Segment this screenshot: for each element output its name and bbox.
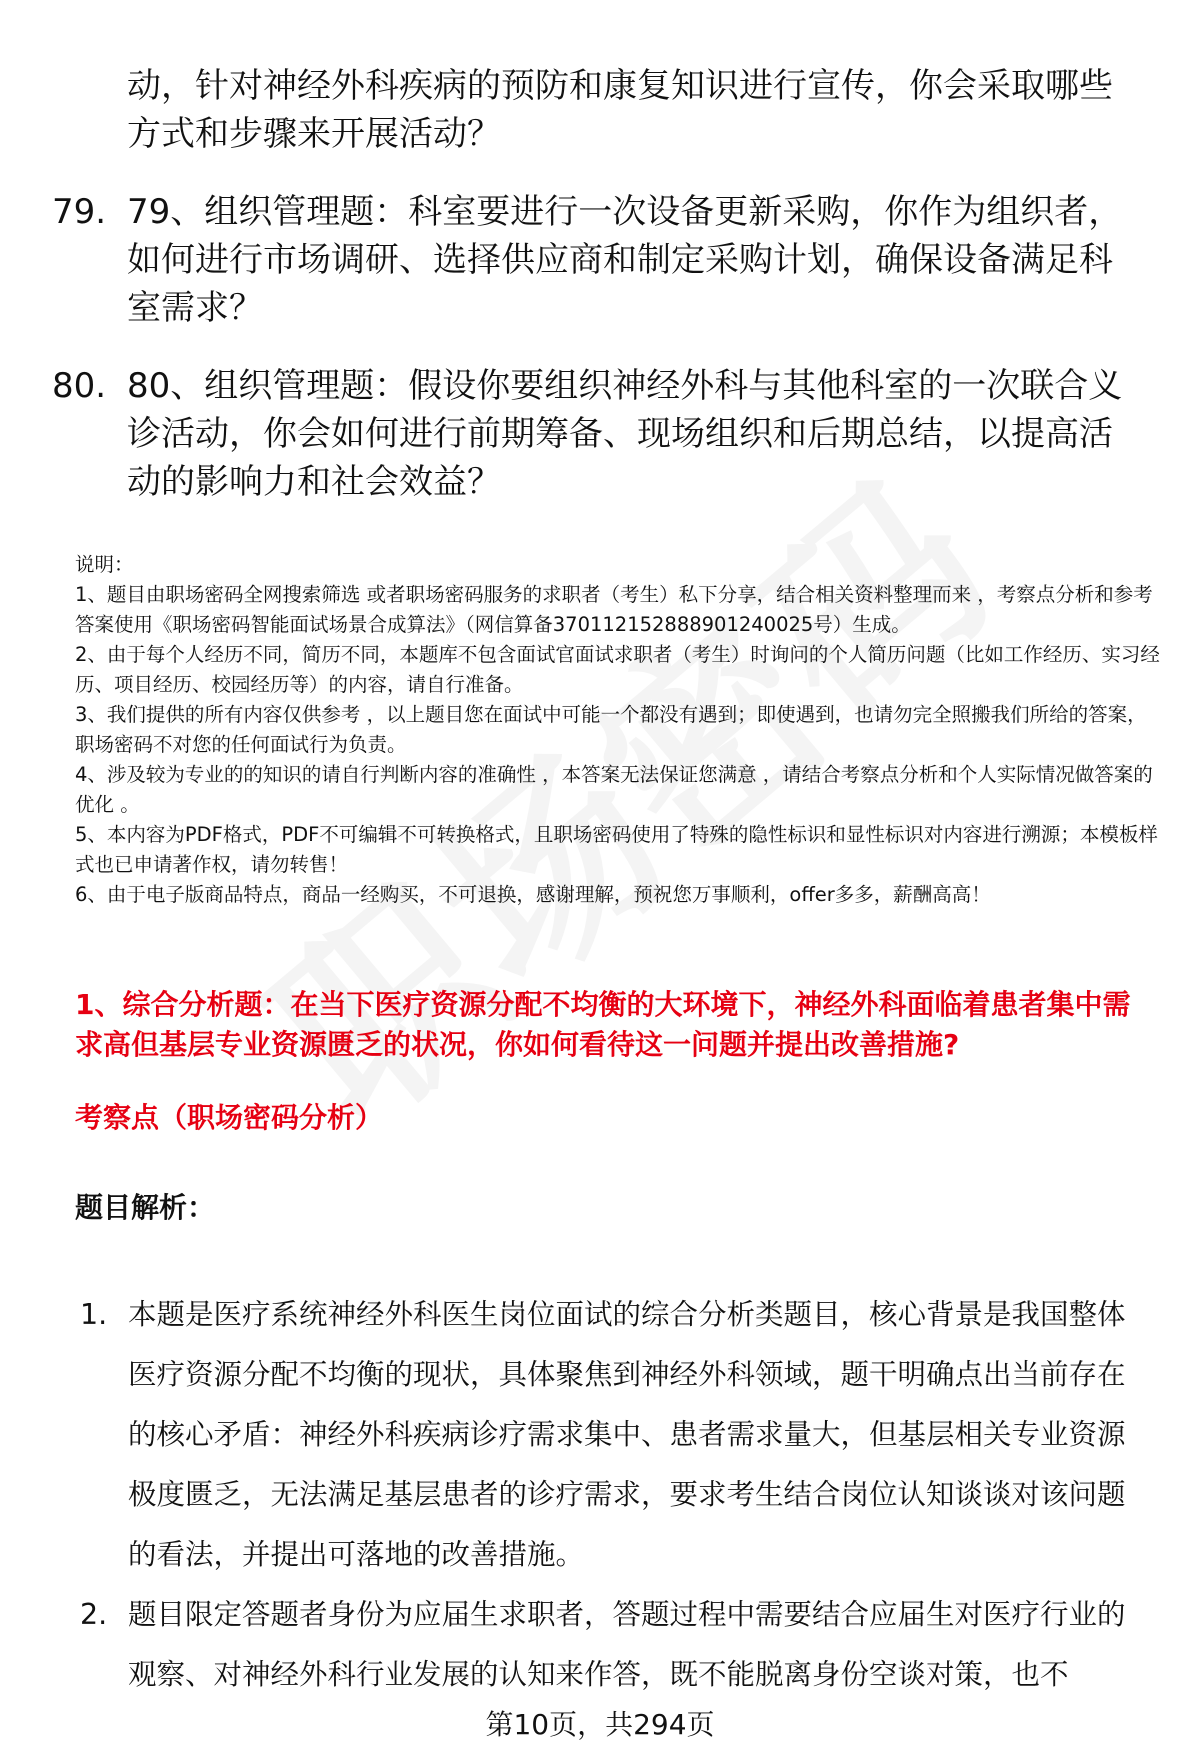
notes-section: [75, 550, 1165, 910]
analysis-number: 1.: [80, 1298, 108, 1331]
question-number: 79.: [52, 192, 107, 232]
question-text: 79、组织管理题：科室要进行一次设备更新采购，你作为组织者，如何进行市场调研、选择供应商和制定采购计划，确保设备满足科室需求？: [127, 192, 1123, 328]
note-item: 6、由于电子版商品特点，商品一经购买，不可退换，感谢理解，预祝您万事顺利，offer多多，薪酬高高！: [75, 883, 991, 906]
question-list: [52, 62, 1152, 536]
analysis-number: 2.: [80, 1598, 108, 1631]
note-item: 1、题目由职场密码全网搜索筛选 或者职场密码服务的求职者（考生）私下分享，结合相关资料整理而来 ，考察点分析和参考答案使用《职场密码智能面试场景合成算法》（网信算备370112152888901240025号）生成。: [75, 583, 1153, 636]
analysis-heading: 题目解析：: [75, 1191, 216, 1224]
question-text: 80、组织管理题：假设你要组织神经外科与其他科室的一次联合义诊活动，你会如何进行前期筹备、现场组织和后期总结，以提高活动的影响力和社会效益？: [127, 366, 1123, 502]
analysis-text: 本题是医疗系统神经外科医生岗位面试的综合分析类题目，核心背景是我国整体医疗资源分配不均衡的现状，具体聚焦到神经外科领域，题干明确点出当前存在的核心矛盾：神经外科疾病诊疗需求集中、患者需求量大，但基层相关专业资源极度匮乏，无法满足基层患者的诊疗需求，要求考生结合岗位认知谈谈对该问题的看法，并提出可落地的改善措施。: [128, 1298, 1126, 1571]
kaocha-heading: 考察点（职场密码分析）: [75, 1101, 384, 1134]
analysis-item: [80, 1285, 1165, 1585]
question-number: 80.: [52, 366, 107, 406]
notes-title: 说明：: [75, 553, 134, 576]
note-item: 2、由于每个人经历不同，简历不同，本题库不包含面试官面试求职者（考生）时询问的个人简历问题（比如工作经历、实习经历、项目经历、校园经历等）的内容，请自行准备。: [75, 643, 1160, 696]
analysis-list: [80, 1285, 1165, 1705]
analysis-text: 题目限定答题者身份为应届生求职者，答题过程中需要结合应届生对医疗行业的观察、对神经外科行业发展的认知来作答，既不能脱离身份空谈对策，也不: [128, 1598, 1126, 1691]
question-item: [52, 188, 1152, 332]
note-item: 3、我们提供的所有内容仅供参考 ，以上题目您在面试中可能一个都没有遇到；即使遇到，也请勿完全照搬我们所给的答案，职场密码不对您的任何面试行为负责。: [75, 703, 1147, 756]
note-item: 4、涉及较为专业的的知识的请自行判断内容的准确性 ，本答案无法保证您满意 ，请结合考察点分析和个人实际情况做答案的优化 。: [75, 763, 1153, 816]
question-text: 动，针对神经外科疾病的预防和康复知识进行宣传，你会采取哪些方式和步骤来开展活动？: [127, 66, 1113, 154]
question-title: 1、综合分析题：在当下医疗资源分配不均衡的大环境下，神经外科面临着患者集中需求高但基层专业资源匮乏的状况，你如何看待这一问题并提出改善措施?: [75, 988, 1131, 1061]
question-item: [52, 62, 1152, 158]
question-item: [52, 362, 1152, 506]
analysis-item: [80, 1585, 1165, 1705]
page-footer: 第10页，共294页: [485, 1708, 715, 1741]
note-item: 5、本内容为PDF格式，PDF不可编辑不可转换格式，且职场密码使用了特殊的隐性标识和显性标识对内容进行溯源；本模板样式也已申请著作权，请勿转售！: [75, 823, 1158, 876]
